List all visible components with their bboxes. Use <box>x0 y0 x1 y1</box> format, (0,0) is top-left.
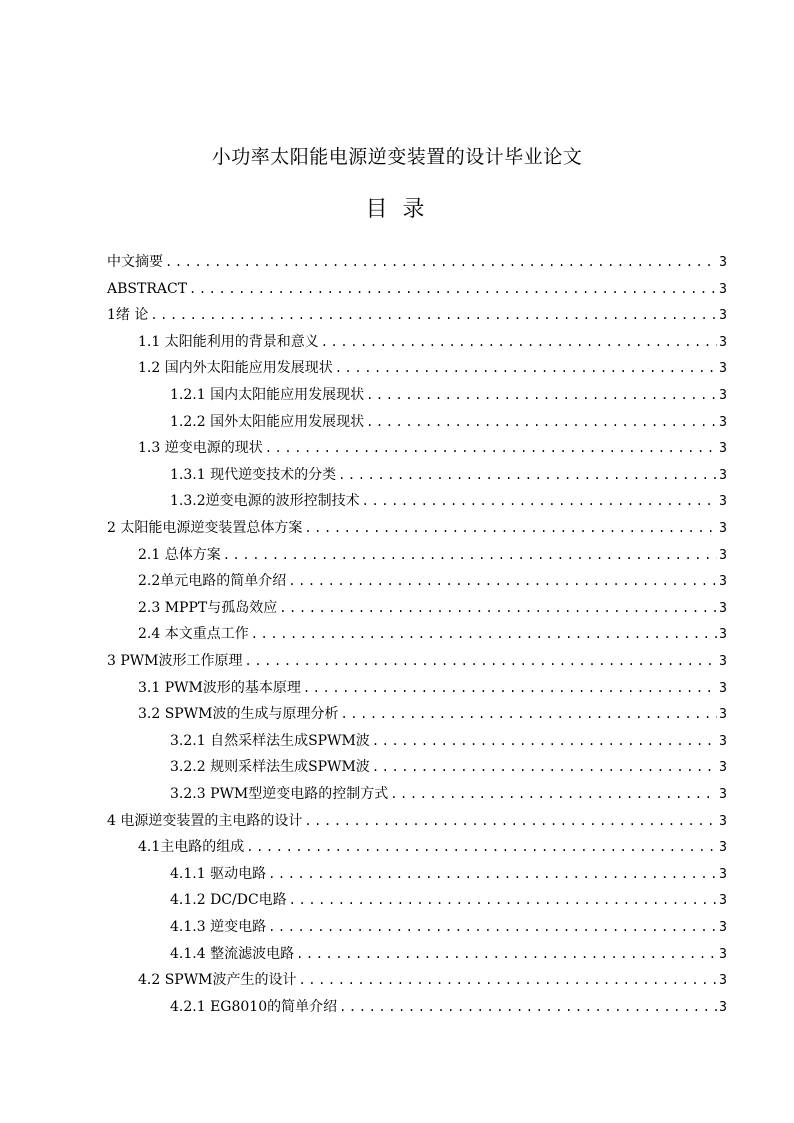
toc-leader-dots <box>362 491 718 511</box>
toc-leader-dots <box>246 837 717 857</box>
toc-entry[interactable] <box>170 997 727 1017</box>
toc-entry[interactable] <box>170 917 727 937</box>
toc-entry-label: 4 电源逆变装置的主电路的设计 <box>107 812 303 829</box>
toc-entry-page: 3 <box>719 787 727 802</box>
toc-entry-page: 3 <box>719 414 727 430</box>
toc-leader-dots <box>150 305 717 325</box>
toc-entry[interactable] <box>170 890 727 910</box>
toc-entry-page: 3 <box>719 441 727 457</box>
toc-entry[interactable] <box>107 305 727 325</box>
toc-entry-page: 3 <box>719 707 727 723</box>
toc-leader-dots <box>165 252 717 272</box>
toc-entry[interactable] <box>107 518 727 538</box>
toc-entry-page: 3 <box>719 467 727 483</box>
toc-entry-page: 3 <box>719 574 727 590</box>
document-title: 小功率太阳能电源逆变装置的设计毕业论文 <box>211 146 583 168</box>
toc-entry-label: 1.2.1 国内太阳能应用发展现状 <box>170 387 365 403</box>
toc-leader-dots <box>372 731 717 751</box>
toc-entry-label: 2.1 总体方案 <box>138 546 221 563</box>
toc-entry[interactable] <box>170 465 727 485</box>
toc-entry-label: 4.1主电路的组成 <box>138 839 245 856</box>
toc-entry-label: ABSTRACT <box>107 280 188 297</box>
toc-entry[interactable] <box>170 731 727 751</box>
toc-entry[interactable] <box>170 757 727 777</box>
toc-entry-page: 3 <box>719 627 727 643</box>
toc-leader-dots <box>366 412 717 432</box>
toc-entry-page: 3 <box>719 600 727 616</box>
toc-entry[interactable] <box>107 811 727 831</box>
toc-entry-page: 3 <box>719 494 727 510</box>
toc-entry[interactable] <box>138 624 727 644</box>
toc-entry-label: 4.2.1 EG8010的简单介绍 <box>170 998 338 1015</box>
toc-leader-dots <box>265 438 717 458</box>
toc-leader-dots <box>189 279 717 299</box>
toc-leader-dots <box>340 704 717 724</box>
toc-leader-dots <box>298 970 717 990</box>
toc-leader-dots <box>304 518 717 538</box>
toc-leader-dots <box>339 997 717 1017</box>
toc-entry-page: 3 <box>719 521 727 536</box>
toc-entry-label: 1.1 太阳能利用的背景和意义 <box>138 333 319 350</box>
toc-entry-label: 2.2单元电路的简单介绍 <box>138 573 287 590</box>
toc-entry-label: 3.1 PWM波形的基本原理 <box>138 679 301 696</box>
toc-entry-label: 3.2 SPWM波的生成与原理分析 <box>138 706 339 723</box>
toc-leader-dots <box>288 571 717 591</box>
toc-entry-label: 1.3.2逆变电源的波形控制技术 <box>170 493 360 510</box>
toc-leader-dots <box>296 944 717 964</box>
toc-entry-page: 3 <box>719 733 727 749</box>
toc-leader-dots <box>390 784 717 804</box>
toc-entry-label: 2 太阳能电源逆变装置总体方案 <box>107 520 303 536</box>
toc-leader-dots <box>251 624 717 644</box>
toc-leader-dots <box>321 332 717 352</box>
toc-entry-label: 3.2.3 PWM型逆变电路的控制方式 <box>170 786 389 802</box>
toc-entry[interactable] <box>138 970 727 990</box>
toc-entry[interactable] <box>170 385 727 405</box>
toc-leader-dots <box>338 465 717 485</box>
toc-leader-dots <box>335 358 717 378</box>
toc-entry[interactable] <box>138 837 727 857</box>
toc-entry-page: 3 <box>719 654 727 669</box>
toc-entry-label: 2.3 MPPT与孤岛效应 <box>138 599 278 616</box>
toc-entry-label: 1.3.1 现代逆变技术的分类 <box>170 466 337 483</box>
toc-entry-page: 3 <box>719 255 727 270</box>
toc-leader-dots <box>366 385 717 405</box>
toc-entry-label: 4.1.4 整流滤波电路 <box>170 945 295 962</box>
toc-leader-dots <box>304 811 717 831</box>
toc-entry[interactable] <box>138 678 727 698</box>
toc-entry-label: 1.2.2 国外太阳能应用发展现状 <box>170 413 365 430</box>
toc-entry-label: 3.2.1 自然采样法生成SPWM波 <box>170 732 370 749</box>
toc-entry-page: 3 <box>719 920 727 935</box>
toc-leader-dots <box>223 545 717 565</box>
toc-entry-page: 3 <box>719 866 727 882</box>
toc-entry-label: 1.2 国内外太阳能应用发展现状 <box>138 360 333 377</box>
toc-entry-label: 1.3 逆变电源的现状 <box>138 440 263 457</box>
toc-entry-label: 4.2 SPWM波产生的设计 <box>138 972 297 989</box>
toc-entry[interactable] <box>170 412 727 432</box>
toc-entry[interactable] <box>107 279 727 299</box>
toc-entry-label: 4.1.3 逆变电路 <box>170 919 267 935</box>
toc-entry-page: 3 <box>719 813 727 829</box>
toc-entry[interactable] <box>170 491 727 511</box>
toc-entry-page: 3 <box>719 760 727 776</box>
toc-entry[interactable] <box>138 571 727 591</box>
toc-entry-page: 3 <box>719 973 727 989</box>
toc-entry-label: 3 PWM波形工作原理 <box>107 653 243 669</box>
toc-entry-label: 4.1.2 DC/DC电路 <box>170 892 287 909</box>
toc-entry[interactable] <box>138 598 727 618</box>
toc-leader-dots <box>268 917 717 937</box>
toc-entry[interactable] <box>138 545 727 565</box>
toc-entry[interactable] <box>170 784 727 804</box>
toc-entry-page: 3 <box>719 680 727 696</box>
toc-entry[interactable] <box>170 944 727 964</box>
toc-leader-dots <box>303 678 717 698</box>
toc-leader-dots <box>372 757 717 777</box>
toc-entry[interactable] <box>107 252 727 272</box>
toc-entry-page: 3 <box>719 308 727 324</box>
toc-leader-dots <box>289 890 718 910</box>
toc-entry-page: 3 <box>719 946 727 962</box>
toc-leader-dots <box>268 864 717 884</box>
toc-entry-label: 1绪 论 <box>107 307 149 324</box>
toc-entry-label: 2.4 本文重点工作 <box>138 626 249 643</box>
toc-entry-label: 中文摘要 <box>107 254 163 270</box>
toc-entry-label: 4.1.1 驱动电路 <box>170 865 267 882</box>
toc-heading: 目 录 <box>365 197 429 222</box>
toc-entry[interactable] <box>138 704 727 724</box>
toc-entry-page: 3 <box>719 547 727 563</box>
toc-entry-page: 3 <box>719 999 727 1015</box>
toc-entry[interactable] <box>138 358 727 378</box>
toc-entry-page: 3 <box>719 388 727 403</box>
toc-entry-page: 3 <box>719 893 727 909</box>
toc-leader-dots <box>279 598 717 618</box>
toc-entry[interactable] <box>107 651 727 671</box>
toc-entry[interactable] <box>170 864 727 884</box>
toc-entry-page: 3 <box>719 840 727 856</box>
toc-entry-page: 3 <box>719 281 727 297</box>
toc-entry-label: 3.2.2 规则采样法生成SPWM波 <box>170 759 370 776</box>
toc-entry[interactable] <box>138 332 727 352</box>
toc-entry[interactable] <box>138 438 727 458</box>
toc-entry-page: 3 <box>719 334 727 350</box>
toc-entry-page: 3 <box>719 361 727 377</box>
toc-leader-dots <box>245 651 718 671</box>
